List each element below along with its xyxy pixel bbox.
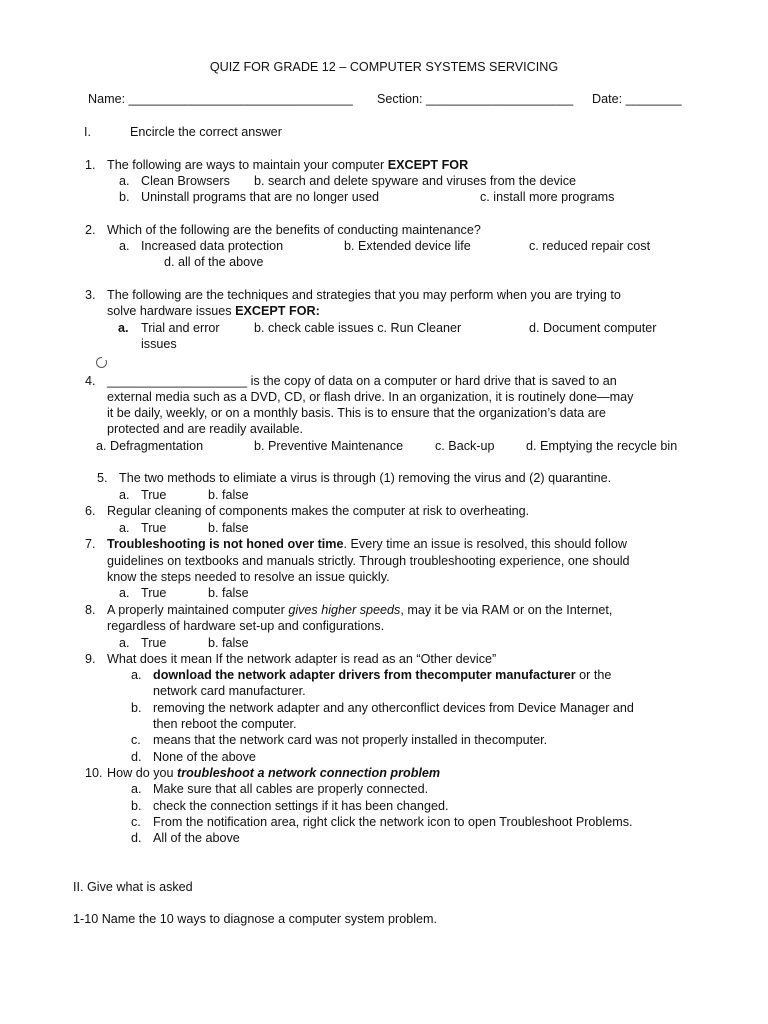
q8-option-letter-a: a.: [119, 636, 130, 650]
q7-option-letter-a: a.: [119, 586, 130, 600]
q10-option-d: All of the above: [153, 831, 240, 845]
q5-option-false: b. false: [208, 488, 249, 502]
q9-option-letter-b: b.: [131, 701, 142, 715]
q5-option-true: True: [141, 488, 167, 502]
q1-option-letter-a: a.: [119, 174, 130, 188]
q9-question: What does it mean If the network adapter is read as an “Other device”: [107, 652, 497, 666]
q3-question-line2: solve hardware issues EXCEPT FOR:: [107, 304, 320, 318]
q1-option-b2: Uninstall programs that are no longer used: [141, 190, 380, 204]
q5-question: The two methods to elimiate a virus is through (1) removing the virus and (2) quarantine.: [119, 471, 612, 485]
q7-option-true: True: [141, 586, 167, 600]
q7-bold-statement: Troubleshooting is not honed over time: [107, 537, 344, 551]
q7-question-line1: Troubleshooting is not honed over time. Every time an issue is resolved, this should follow: [107, 537, 627, 551]
q8-question-line2: regardless of hardware set-up and configurations.: [107, 619, 385, 633]
q6-option-false: b. false: [208, 521, 249, 535]
q10-option-letter-d: d.: [131, 831, 142, 845]
q10-option-letter-b: b.: [131, 799, 142, 813]
q4-option-c: c. Back-up: [435, 439, 495, 453]
q4-question-line4: protected and are readily available.: [107, 422, 304, 436]
q4-question-line1: ____________________ is the copy of data on a computer or hard drive that is saved to an: [107, 374, 617, 388]
q2-option-a: Increased data protection: [141, 239, 284, 253]
q6-number: 6.: [85, 504, 96, 518]
part2-task: 1-10 Name the 10 ways to diagnose a computer system problem.: [73, 912, 438, 926]
q3-option-letter-a: a.: [118, 321, 129, 335]
q1-option-a: Clean Browsers: [141, 174, 230, 188]
q10-bold-italic-phrase: troubleshoot a network connection problem: [177, 766, 441, 780]
q9-option-letter-d: d.: [131, 750, 142, 764]
q5-option-letter-a: a.: [119, 488, 130, 502]
page-title: QUIZ FOR GRADE 12 – COMPUTER SYSTEMS SERVICING: [209, 60, 559, 74]
q6-question: Regular cleaning of components makes the computer at risk to overheating.: [107, 504, 530, 518]
part1-instruction: Encircle the correct answer: [130, 125, 282, 139]
part1-number: I.: [84, 125, 91, 139]
q3-number: 3.: [85, 288, 96, 302]
q2-option-b: b. Extended device life: [344, 239, 471, 253]
q3-except-for: EXCEPT FOR:: [235, 304, 320, 318]
q9-option-letter-a: a.: [131, 668, 142, 682]
q7-question-line2: guidelines on textbooks and manuals strictly. Through troubleshooting experience, one should: [107, 554, 630, 568]
q3-option-d: d. Document computer: [529, 321, 657, 335]
name-field-label: Name: ________________________________: [88, 92, 353, 106]
q10-number: 10.: [85, 766, 103, 780]
q1-question: The following are ways to maintain your computer EXCEPT FOR: [107, 158, 469, 172]
q9-option-b-line1: removing the network adapter and any otherconflict devices from Device Manager and: [153, 701, 634, 715]
q6-option-true: True: [141, 521, 167, 535]
q8-option-false: b. false: [208, 636, 249, 650]
q9-option-letter-c: c.: [131, 733, 141, 747]
q10-question: How do you troubleshoot a network connection problem: [107, 766, 441, 780]
q4-option-d: d. Emptying the recycle bin: [526, 439, 678, 453]
q8-question-line1: A properly maintained computer gives higher speeds, may it be via RAM or on the Internet,: [107, 603, 613, 617]
q6-option-letter-a: a.: [119, 521, 130, 535]
q2-option-d: d. all of the above: [164, 255, 264, 269]
q1-except-for: EXCEPT FOR: [387, 158, 469, 172]
q9-option-b-line2: then reboot the computer.: [153, 717, 297, 731]
q1-number: 1.: [85, 158, 96, 172]
q7-question-line3: know the steps needed to resolve an issue quickly.: [107, 570, 390, 584]
part2-heading: II. Give what is asked: [73, 880, 193, 894]
q4-option-a: a. Defragmentation: [96, 439, 204, 453]
q3-option-a: Trial and error: [141, 321, 220, 335]
q1-option-b: b. search and delete spyware and viruses from the device: [254, 174, 577, 188]
q10-option-letter-c: c.: [131, 815, 141, 829]
q2-option-letter-a: a.: [119, 239, 130, 253]
q1-option-letter-b: b.: [119, 190, 130, 204]
q4-question-line2: external media such as a DVD, CD, or flash drive. In an organization, it is routinely done—may: [107, 390, 634, 404]
q9-option-a-bold: download the network adapter drivers from thecomputer manufacturer: [153, 668, 576, 682]
q2-question: Which of the following are the benefits of conducting maintenance?: [107, 223, 481, 237]
q10-option-letter-a: a.: [131, 782, 142, 796]
q3-question-line1: The following are the techniques and strategies that you may perform when you are trying to: [107, 288, 621, 302]
q9-option-c: means that the network card was not properly installed in thecomputer.: [153, 733, 548, 747]
q2-option-c: c. reduced repair cost: [529, 239, 651, 253]
q4-number: 4.: [85, 374, 96, 388]
q9-option-d: None of the above: [153, 750, 256, 764]
q10-option-c: From the notification area, right click the network icon to open Troubleshoot Problems.: [153, 815, 633, 829]
q3-option-b-c: b. check cable issues c. Run Cleaner: [254, 321, 462, 335]
section-field-label: Section: _____________________: [377, 92, 574, 106]
q8-italic-phrase: gives higher speeds: [288, 603, 401, 617]
radio-circle-icon: [96, 357, 107, 368]
q8-option-true: True: [141, 636, 167, 650]
q1-option-c: c. install more programs: [480, 190, 615, 204]
q7-option-false: b. false: [208, 586, 249, 600]
q7-number: 7.: [85, 537, 96, 551]
q8-number: 8.: [85, 603, 96, 617]
q10-option-b: check the connection settings if it has been changed.: [153, 799, 449, 813]
q2-number: 2.: [85, 223, 96, 237]
q9-number: 9.: [85, 652, 96, 666]
q10-option-a: Make sure that all cables are properly connected.: [153, 782, 429, 796]
q9-option-a-line2: network card manufacturer.: [153, 684, 306, 698]
q5-number: 5.: [97, 471, 108, 485]
date-field-label: Date: ________: [592, 92, 682, 106]
q4-question-line3: it be daily, weekly, or on a monthly basis. This is to ensure that the organization’s data are: [107, 406, 606, 420]
q9-option-a-line1: download the network adapter drivers from thecomputer manufacturer or the: [153, 668, 612, 682]
q3-option-d-continued: issues: [141, 337, 177, 351]
q4-option-b: b. Preventive Maintenance: [254, 439, 404, 453]
